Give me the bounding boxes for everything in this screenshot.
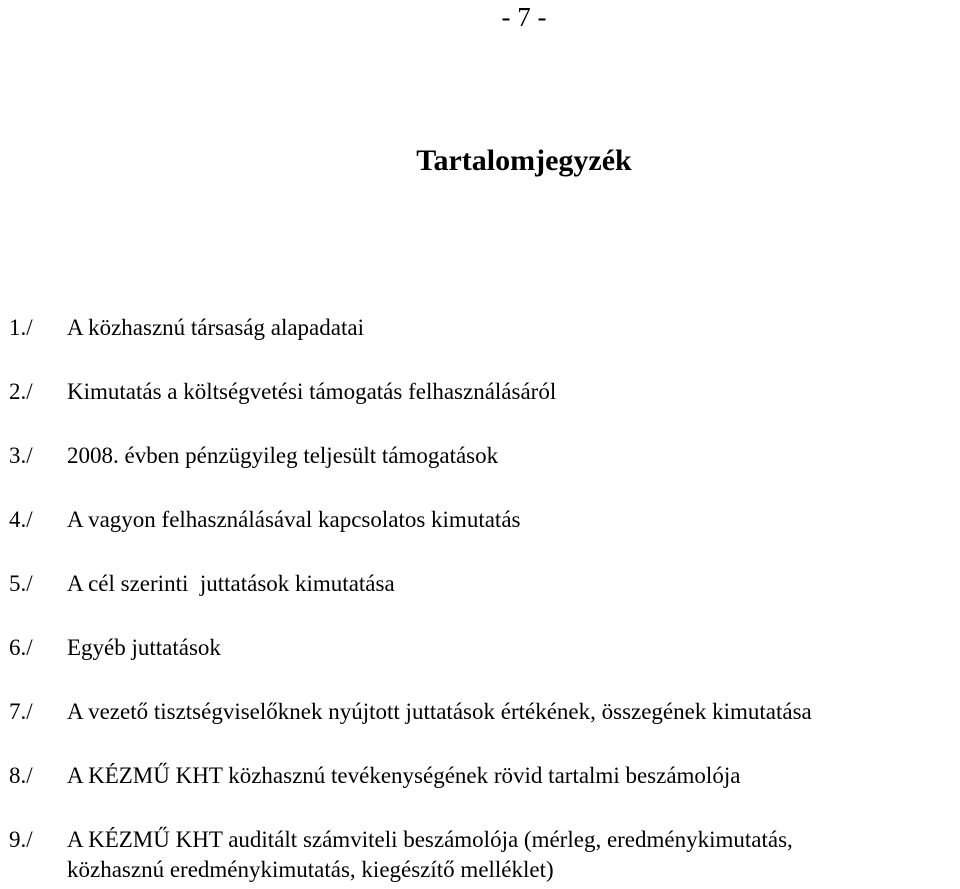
toc-item-number: 5./ — [9, 571, 33, 596]
toc-item-1 — [9, 311, 960, 375]
toc-item-7 — [9, 695, 960, 759]
toc-item-text: A közhasznú társaság alapadatai — [67, 315, 364, 340]
toc-item-text: A cél szerinti juttatások kimutatása — [67, 571, 395, 596]
toc-item-text: Egyéb juttatások — [67, 635, 221, 660]
toc-item-8 — [9, 759, 960, 823]
toc-item-9 — [9, 823, 960, 889]
toc-item-number: 8./ — [9, 763, 33, 788]
toc-item-text — [67, 823, 960, 883]
toc-item-number: 7./ — [9, 699, 33, 724]
toc-item-number: 6./ — [9, 635, 33, 660]
toc-item-number: 1./ — [9, 315, 33, 340]
toc-item-number: 3./ — [9, 443, 33, 468]
toc-item-number: 9./ — [9, 827, 33, 852]
toc-item-4 — [9, 503, 960, 567]
page-number: - 7 - — [501, 2, 547, 32]
table-of-contents — [9, 311, 960, 889]
toc-item-text-line: A KÉZMŰ KHT auditált számviteli beszámolója (mérleg, eredménykimutatás, — [67, 827, 793, 852]
toc-item-5 — [9, 567, 960, 631]
toc-item-number: 4./ — [9, 507, 33, 532]
toc-item-text: A KÉZMŰ KHT közhasznú tevékenységének rövid tartalmi beszámolója — [67, 763, 741, 788]
toc-item-text-line: közhasznú eredménykimutatás, kiegészítő melléklet) — [67, 857, 554, 882]
toc-item-text: A vagyon felhasználásával kapcsolatos kimutatás — [67, 507, 521, 532]
toc-item-text: Kimutatás a költségvetési támogatás felhasználásáról — [67, 379, 557, 404]
toc-item-2 — [9, 375, 960, 439]
toc-item-number: 2./ — [9, 379, 33, 404]
toc-item-3 — [9, 439, 960, 503]
page-title: Tartalomjegyzék — [416, 144, 632, 177]
toc-item-text: A vezető tisztségviselőknek nyújtott juttatások értékének, összegének kimutatása — [67, 699, 812, 724]
toc-item-text: 2008. évben pénzügyileg teljesült támogatások — [67, 443, 499, 468]
toc-item-6 — [9, 631, 960, 695]
